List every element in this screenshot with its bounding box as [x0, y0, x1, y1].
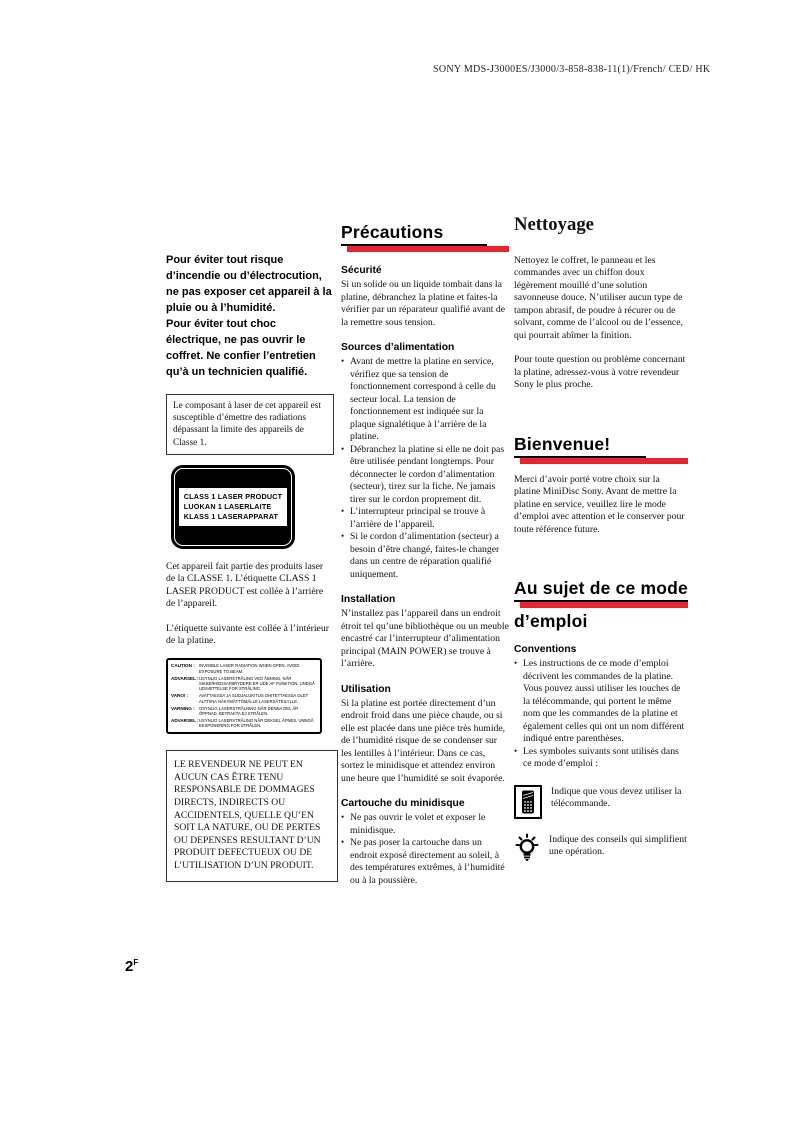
section-title-precautions — [341, 222, 509, 246]
class1-laser-label-frame — [174, 468, 292, 546]
bullet-list — [341, 812, 509, 887]
bullet-list — [341, 356, 509, 581]
section-nettoyage — [514, 214, 688, 392]
section-title-bienvenue — [514, 434, 688, 458]
section-title-text: Au sujet de ce mode — [514, 578, 688, 602]
bullet-item: • Ne pas poser la cartouche dans un endroit exposé directement au soleil, à des températures extrêmes, à l’humidité ou à la poussière. — [341, 837, 509, 887]
bullet-item: • Si le cordon d’alimentation (secteur) a besoin d’être changé, faites-le changer dans un centre de réparation qualifié uniquement. — [341, 531, 509, 581]
label-location-paragraph: L’étiquette suivante est collée à l’intérieur de la platine. — [166, 622, 329, 647]
red-title-bar — [520, 602, 688, 608]
subheading: Conventions — [514, 644, 577, 656]
caution-term: ADVARSEL : — [171, 718, 199, 729]
safety-warning-block — [166, 252, 334, 380]
caution-text: INVISIBLE LASER RADIATION WHEN OPEN. AVOID EXPOSURE TO BEAM. — [199, 663, 300, 674]
laser-notice-box: Le composant à laser de cet appareil est susceptible d’émettre des radiations dépassant la limite des appareils de Classe 1. — [166, 394, 334, 455]
page-number — [125, 958, 138, 975]
bullet-item: • Avant de mettre la platine en service, vérifiez que sa tension de fonctionnement correspond à celle du secteur local. La tension de fonctionnement est indiquée sur la plaque signalétique à l’arrière de la platine. — [341, 356, 509, 444]
bullet-list — [514, 658, 688, 771]
section-body: Si un solide ou un liquide tombait dans la platine, débranchez la platine et faites-la vérifier par un réparateur qualifié avant de la remettre sous tension. — [341, 279, 506, 328]
dealer-disclaimer-box: LE REVENDEUR NE PEUT EN AUCUN CAS ÊTRE TENU RESPONSABLE DE DOMMAGES DIRECTS, INDIRECTS OU ACCIDENTELS, QUELLE QU’EN SOIT LA NATURE, OU DE PERTES OU DEPENSES RESULTANT D’UN PRODUIT DEFECTUEUX OU DE L’UTILISATION D’UN PRODUIT. — [166, 750, 338, 881]
page-number-suffix: F — [133, 958, 139, 967]
class1-paragraph: Cet appareil fait partie des produits laser de la CLASSE 1. L’étiquette CLASS 1 LASER PRODUCT est collée à l’arrière de l’appareil. — [166, 560, 324, 610]
subheading: Utilisation — [341, 683, 391, 695]
subheading: Installation — [341, 594, 396, 605]
caution-row — [171, 693, 317, 704]
caution-row — [171, 663, 317, 674]
caution-term: CAUTION : — [171, 663, 199, 674]
section-sources-alimentation — [341, 341, 509, 581]
left-column — [166, 252, 334, 882]
section-conventions — [514, 643, 688, 771]
bullet-item: • Ne pas ouvrir le volet et exposer le minidisque. — [341, 812, 509, 837]
caution-text: AVATTAESSA JA SUOJALUKITUS OHITETTAESSA OLET ALTTIINA NÄKYMÄTTÖMÄLLE LASERSÄTEILYLLE. — [199, 693, 309, 704]
symbol-description: Indique que vous devez utiliser la télécommande. — [551, 785, 682, 810]
tip-lightbulb-icon — [514, 833, 540, 868]
section-cartouche — [341, 797, 509, 887]
section-au-sujet — [514, 578, 688, 868]
class1-laser-label-text — [179, 488, 287, 526]
caution-row — [171, 718, 317, 729]
caution-row — [171, 676, 317, 692]
right-column — [514, 214, 688, 868]
symbol-legend-remote — [514, 785, 688, 819]
section-body: Merci d’avoir porté votre choix sur la platine MiniDisc Sony. Avant de mettre la platine en service, veuillez lire le mode d’emploi avec attention et le conserver pour toute référence future. — [514, 473, 685, 535]
subheading: Nettoyage — [514, 214, 594, 235]
section-title-au-sujet — [514, 578, 688, 602]
symbol-legend-tip — [514, 833, 688, 868]
warning-paragraph: Pour éviter tout risque d’incendie ou d’électrocution, ne pas exposer cet appareil à la pluie ou à l’humidité. — [166, 254, 332, 314]
bullet-item: • Les symboles suivants sont utilisés dans ce mode d’emploi : — [514, 746, 688, 771]
internal-caution-label — [166, 658, 322, 734]
caution-text: USYNLIG LASERSTRÅLING NÅR DEKSEL ÅPNES. UNNGÅ EKSPONERING FOR STRÅLEN. — [199, 717, 314, 729]
bullet-item: • Débranchez la platine si elle ne doit pas être utilisée pendant longtemps. Pour déconnecter le cordon d’alimentation (secteur), tirez sur la fiche. Ne jamais tirer sur le cordon proprement dit. — [341, 444, 509, 507]
section-bienvenue — [514, 434, 688, 537]
section-utilisation — [341, 683, 509, 786]
warning-paragraph: Pour éviter tout choc électrique, ne pas ouvrir le coffret. Ne confier l’entretien qu’à un technicien qualifié. — [166, 318, 316, 378]
class1-laser-label — [171, 465, 295, 549]
middle-column — [341, 222, 509, 887]
caution-term: VARNING : — [171, 706, 199, 717]
section-title-line2: d’emploi — [514, 611, 588, 632]
caution-row — [171, 706, 317, 717]
caution-text: USYNLIG LASERSTRÅLING VED ÅBNING, NÅR SIKKERHEDSAFBRYDERE ER UDE AF FUNKTION. UNDGÅ UDSÆTTELSE FOR STRÅLING. — [199, 675, 315, 692]
red-title-bar — [520, 458, 688, 464]
symbol-description: Indique des conseils qui simplifient une opération. — [549, 833, 687, 858]
caution-text: OSYNLIG LASERSTRÅLNING NÄR DENNA DEL ÄR ÖPPNAD. BETRAKTA EJ STRÅLEN. — [199, 705, 299, 717]
caution-term: VARO! : — [171, 693, 199, 704]
bullet-item: • L’interrupteur principal se trouve à l’arrière de l’appareil. — [341, 506, 509, 531]
red-title-bar — [347, 246, 509, 252]
class-label-line: LUOKAN 1 LASERLAITE — [183, 501, 272, 511]
section-title-text: Bienvenue! — [514, 434, 646, 458]
bullet-item: • Les instructions de ce mode d’emploi décrivent les commandes de la platine. Vous pouvez aussi utiliser les touches de la télécommande, qui portent le même nom que les commandes de la platine et également celles qui ont un nom différent indiqué entre parenthèses. — [514, 658, 688, 746]
section-securite — [341, 264, 509, 329]
section-body: N’installez pas l’appareil dans un endroit étroit tel qu’une bibliothèque ou un meuble encastré car l’interrupteur d’alimentation principal (MAIN POWER) se trouve à l’arrière. — [341, 608, 509, 669]
section-title-text: Précautions — [341, 222, 487, 246]
section-body: Si la platine est portée directement d’un endroit froid dans une pièce chaude, ou si elle est placée dans une pièce très humide, de l’humidité risque de se condenser sur les lentilles à l’intérieur. Dans ce cas, sortez le minidisque et attendez environ une heure que l’humidité se soit évaporée. — [341, 697, 506, 784]
page-number-value: 2 — [125, 958, 134, 975]
section-body: Pour toute question ou problème concernant la platine, adressez-vous à votre revendeur Sony le plus proche. — [514, 354, 686, 391]
subheading: Cartouche du minidisque — [341, 798, 465, 809]
class-label-line: CLASS 1 LASER PRODUCT — [183, 491, 283, 501]
remote-control-icon — [514, 785, 542, 819]
section-body: Nettoyez le coffret, le panneau et les commandes avec un chiffon doux légèrement mouillé d’une solution savonneuse douce. N’utiliser aucun type de tampon abrasif, de poudre à récurer ou de solvant, comme de l’alcool ou de l’essence, qui pourrait abîmer la finition. — [514, 254, 683, 341]
document-reference: SONY MDS-J3000ES/J3000/3-858-838-11(1)/French/ CED/ HK — [433, 64, 711, 75]
caution-term: ADVARSEL : — [171, 676, 199, 692]
subheading: Sources d’alimentation — [341, 342, 455, 353]
section-installation — [341, 593, 509, 671]
class-label-line: KLASS 1 LASERAPPARAT — [183, 511, 279, 521]
subheading: Sécurité — [341, 265, 382, 276]
